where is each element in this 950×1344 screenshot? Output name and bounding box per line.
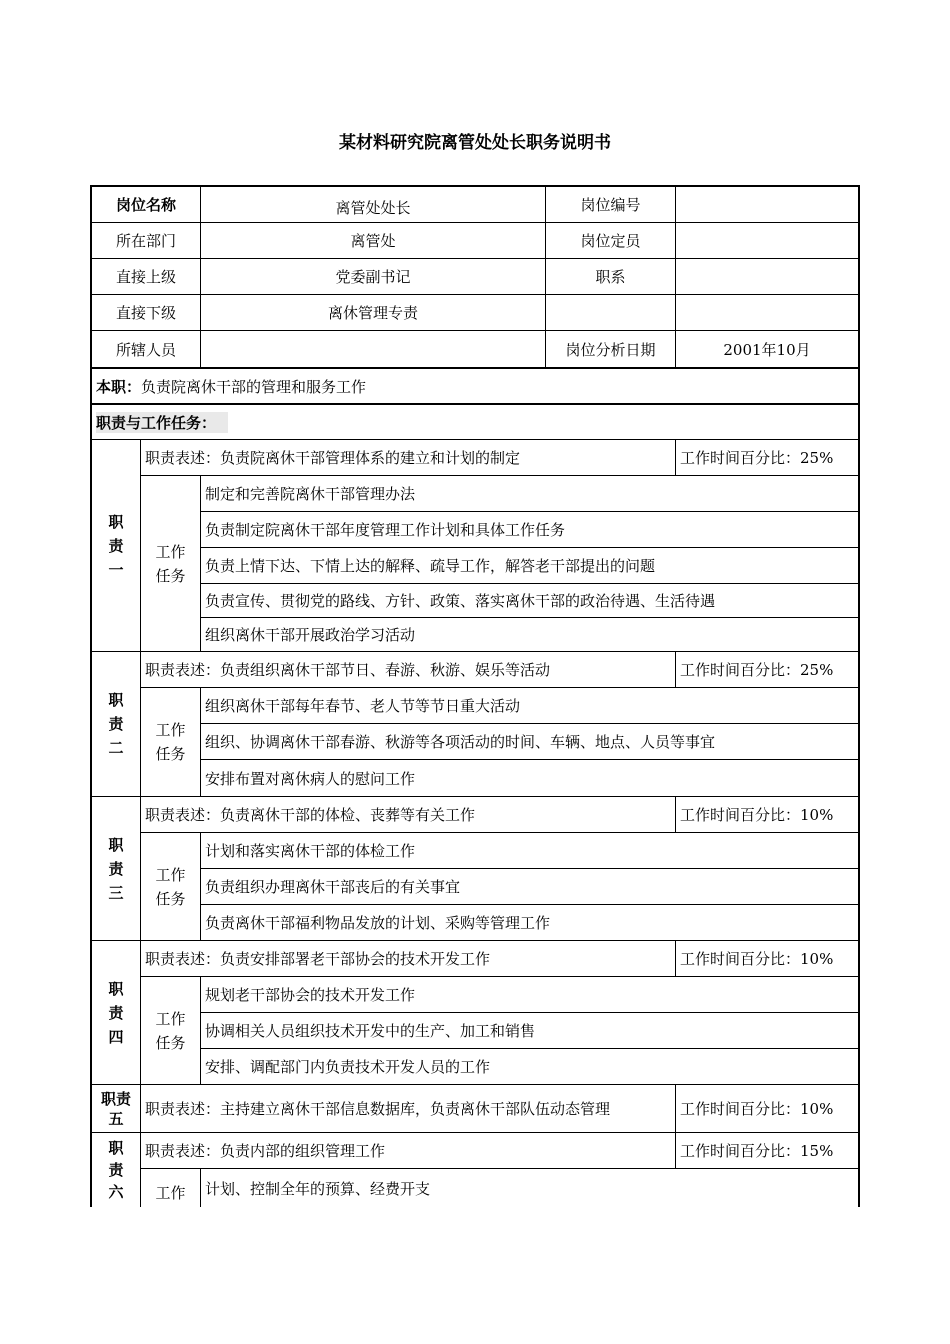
duty-6-label: 职 责 六: [108, 1139, 124, 1201]
duty-6-task-label: 工作: [155, 1184, 186, 1202]
post-quota-value: [676, 223, 858, 258]
duty-4-label: 职 责 四: [108, 979, 124, 1046]
duty-1-task-4: 负责宣传、贯彻党的路线、方针、政策、落实离休干部的政治待遇、生活待遇: [205, 592, 716, 610]
duty-6-desc: 职责表述：负责内部的组织管理工作: [145, 1142, 386, 1160]
duty-1-task-2: 负责制定院离休干部年度管理工作计划和具体工作任务: [205, 521, 566, 539]
duty-1-task-label: 工作 任务: [155, 542, 186, 585]
duties-header: 职责与工作任务：: [96, 412, 228, 433]
core-duty-label: 本职：: [96, 377, 142, 396]
duty-6-task-1: 计划、控制全年的预算、经费开支: [205, 1179, 431, 1198]
duty-1-task-3: 负责上情下达、下情上达的解释、疏导工作，解答老干部提出的问题: [205, 557, 656, 575]
duty-3-task-1: 计划和落实离休干部的体检工作: [205, 842, 416, 860]
duty-2-desc: 职责表述：负责组织离休干部节日、春游、秋游、娱乐等活动: [145, 661, 551, 679]
duty-2-task-3: 安排布置对离休病人的慰问工作: [205, 769, 416, 788]
duty-5-desc: 职责表述：主持建立离休干部信息数据库，负责离休干部队伍动态管理: [145, 1100, 611, 1118]
subordinate-value: 离休管理专责: [327, 304, 418, 322]
duty-4-task-label: 工作 任务: [155, 1009, 186, 1052]
duty-5-pct: 工作时间百分比：10%: [680, 1100, 834, 1118]
duty-4-desc: 职责表述：负责安排部署老干部协会的技术开发工作: [145, 950, 491, 968]
post-code-label: 岗位编号: [580, 196, 641, 214]
duty-1-task-5: 组织离休干部开展政治学习活动: [205, 626, 416, 644]
subordinate-label: 直接下级: [115, 304, 176, 322]
post-name-label: 岗位名称: [115, 196, 176, 214]
core-duty-text: 负责院离休干部的管理和服务工作: [141, 377, 367, 396]
duty-5-label: 职责 五: [100, 1089, 131, 1128]
duty-1-desc: 职责表述：负责院离休干部管理体系的建立和计划的制定: [145, 449, 521, 467]
series-value: [676, 259, 858, 294]
duty-3-desc: 职责表述：负责离休干部的体检、丧葬等有关工作: [145, 806, 476, 824]
duty-1-label: 职 责 一: [108, 512, 124, 579]
duty-4-task-3: 安排、调配部门内负责技术开发人员的工作: [205, 1058, 491, 1076]
dept-label: 所在部门: [115, 232, 176, 250]
duty-3-label: 职 责 三: [108, 835, 124, 902]
post-name-value: 离管处处长: [335, 199, 411, 217]
staff-value: [201, 331, 545, 368]
series-label: 职系: [595, 268, 626, 286]
duty-3-task-label: 工作 任务: [155, 865, 186, 908]
duty-1-task-1: 制定和完善院离休干部管理办法: [205, 485, 416, 503]
duty-3-task-2: 负责组织办理离休干部丧后的有关事宜: [205, 878, 461, 896]
post-code-value: [676, 187, 858, 222]
duty-4-task-1: 规划老干部协会的技术开发工作: [205, 986, 416, 1004]
duty-4-task-2: 协调相关人员组织技术开发中的生产、加工和销售: [205, 1022, 536, 1040]
duties-header-row: [92, 405, 858, 439]
dept-value: 离管处: [350, 232, 396, 250]
duty-6-pct: 工作时间百分比：15%: [680, 1142, 834, 1160]
duty-3-pct: 工作时间百分比：10%: [680, 806, 834, 824]
duty-2-task-1: 组织离休干部每年春节、老人节等节日重大活动: [205, 697, 521, 715]
duty-2-task-label: 工作 任务: [155, 721, 186, 763]
analysis-date-value: 2001年10月: [723, 341, 811, 359]
core-duty-row: [92, 369, 858, 403]
staff-label: 所辖人员: [115, 341, 176, 359]
duty-1-pct: 工作时间百分比：25%: [680, 449, 834, 467]
duty-2-pct: 工作时间百分比：25%: [680, 661, 834, 679]
post-quota-label: 岗位定员: [580, 232, 641, 250]
superior-label: 直接上级: [115, 268, 176, 286]
document-title: 某材料研究院离管处处长职务说明书: [339, 133, 611, 153]
duty-4-pct: 工作时间百分比：10%: [680, 950, 834, 968]
analysis-date-label: 岗位分析日期: [565, 341, 656, 359]
duty-2-label: 职 责 二: [108, 691, 124, 757]
superior-value: 党委副书记: [335, 268, 411, 286]
duty-3-task-3: 负责离休干部福利物品发放的计划、采购等管理工作: [205, 914, 551, 932]
duty-2-task-2: 组织、协调离休干部春游、秋游等各项活动的时间、车辆、地点、人员等事宜: [205, 733, 716, 751]
